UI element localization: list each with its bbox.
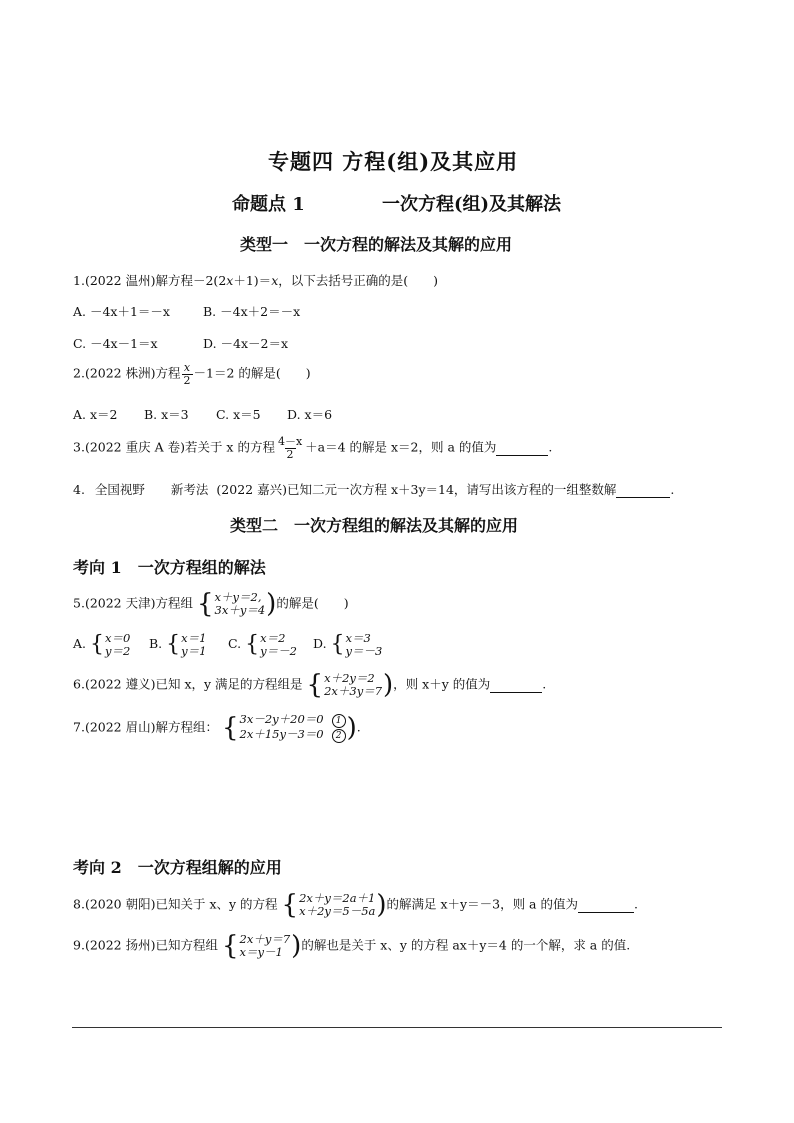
question-1: 1.(2022 温州)解方程－2(2x＋1)＝x，以下去括号正确的是( ) [73, 273, 439, 288]
q1-option-b: B. －4x＋2＝－x [203, 304, 301, 319]
q6-source: (2022 遵义) [84, 676, 156, 692]
q2-number: 2. [73, 365, 85, 381]
q7-source: (2022 眉山) [84, 719, 156, 735]
q7-marker-2: 2 [332, 729, 346, 743]
section-type-one: 类型一 一次方程的解法及其解的应用 [240, 235, 513, 254]
question-9 [73, 933, 630, 959]
q3-source: (2022 重庆 A 卷) [84, 439, 185, 455]
q5-option-d: D. { x＝3 y＝－3 [313, 631, 383, 658]
q5-pre: 方程组 [155, 595, 193, 611]
footer-divider [72, 1027, 722, 1028]
q8-post: 的解满足 x＋y＝－3，则 a 的值为 [386, 896, 578, 912]
q6-answer-blank[interactable] [490, 677, 542, 693]
q6-equation-system: { x＋2y＝2 2x＋3y＝7 ) [306, 670, 394, 700]
direction-2-heading: 考向 2 一次方程组解的应用 [73, 858, 282, 877]
question-8: 8.(2020 朝阳)已知关于 x、y 的方程 { 2x＋y＝2a＋1 x＋2y＝5－5a ) 的解满足 x＋y＝－3，则 a 的值为 . [73, 890, 638, 920]
q5-option-b: B. { x＝1 y＝1 [149, 631, 207, 658]
q5-option-a: A. { x＝0 y＝2 [73, 631, 131, 658]
q7-pre: 解方程组： [155, 719, 218, 735]
q5-post: 的解是( ) [276, 595, 349, 611]
question-4: 4. 全国视野 新考法 (2022 嘉兴)已知二元一次方程 x＋3y＝14，请写出该方程的一组整数解 . [73, 482, 675, 497]
q4-source: (2022 嘉兴) [216, 482, 287, 497]
question-7: 7.(2022 眉山)解方程组： { 3x－2y＋20＝0 1 2x＋15y－3＝0 2 ) . [73, 712, 361, 743]
q8-pre: 已知关于 x、y 的方程 [155, 896, 278, 912]
question-5 [73, 591, 349, 617]
q1-source: (2022 温州) [84, 273, 156, 288]
q2-option-d: D. x＝6 [287, 407, 333, 422]
q3-pre: 若关于 x 的方程 [184, 439, 275, 455]
q6-pre: 已知 x，y 满足的方程组是 [155, 676, 303, 692]
q4-text: 已知二元一次方程 x＋3y＝14，请写出该方程的一组整数解 [286, 482, 617, 497]
q4-tag-national: 全国视野 [94, 482, 145, 497]
question-2 [73, 362, 311, 386]
section-type-two: 类型二 一次方程组的解法及其解的应用 [230, 516, 519, 535]
q2-source: (2022 株洲) [84, 365, 156, 381]
q3-number: 3. [73, 439, 85, 455]
q1-number: 1. [73, 273, 85, 288]
q9-source: (2022 扬州) [84, 937, 156, 953]
q1-text-a: 解方程－2(2 [155, 273, 227, 288]
q5-source: (2022 天津) [84, 595, 156, 611]
q8-number: 8. [73, 896, 85, 912]
q1-option-a: A. －4x＋1＝－x [73, 304, 170, 319]
q1-option-c: C. －4x－1＝x [73, 336, 158, 351]
q1-text-b: ＋1)＝ [233, 273, 272, 288]
q3-answer-blank[interactable] [496, 440, 548, 456]
q2-post: －1＝2 的解是( ) [193, 365, 311, 381]
q9-post: 的解也是关于 x、y 的方程 ax＋y＝4 的一个解，求 a 的值. [301, 937, 631, 953]
q6-post: ，则 x＋y 的值为 [393, 676, 491, 692]
question-3: 3.(2022 重庆 A 卷)若关于 x 的方程 $\frac{4-x}{2}$ ＋a＝4 的解是 x＝2，则 a 的值为 . [73, 435, 553, 461]
question-6: 6.(2022 遵义)已知 x，y 满足的方程组是 { x＋2y＝2 2x＋3y＝7 ) ，则 x＋y 的值为 . [73, 670, 547, 700]
q2-option-b: B. x＝3 [144, 407, 189, 422]
q9-number: 9. [73, 937, 85, 953]
topic-title: 一次方程(组)及其解法 [382, 194, 562, 215]
q4-number: 4. [73, 482, 85, 497]
page-title: 专题四 方程(组)及其应用 [268, 149, 519, 174]
q8-source: (2020 朝阳) [84, 896, 156, 912]
q3-fraction: $\frac{4-x}{2}$ [277, 435, 303, 461]
q1-text-c: ，以下去括号正确的是( ) [278, 273, 439, 288]
q8-answer-blank[interactable] [578, 897, 634, 913]
topic-number: 命题点 1 [232, 194, 305, 215]
q3-post: ＋a＝4 的解是 x＝2，则 a 的值为 [305, 439, 497, 455]
q5-equation-system: { x＋y＝2, 3x＋y＝4 ) [196, 589, 277, 619]
q5-option-c: C. { x＝2 y＝－2 [228, 631, 297, 658]
q8-equation-system: { 2x＋y＝2a＋1 x＋2y＝5－5a ) [281, 890, 387, 920]
q2-fraction: $\frac{x}{2}$ [183, 361, 191, 387]
q7-equation-system: { 3x－2y＋20＝0 1 2x＋15y－3＝0 2 ) [221, 712, 357, 743]
q2-option-a: A. x＝2 [73, 407, 118, 422]
q2-pre: 方程 [155, 365, 181, 381]
q6-number: 6. [73, 676, 85, 692]
q9-pre: 已知方程组 [155, 937, 218, 953]
q7-marker-1: 1 [332, 714, 346, 728]
q1-option-d: D. －4x－2＝x [203, 336, 289, 351]
q5-number: 5. [73, 595, 85, 611]
q4-tag-new: 新考法 [170, 482, 209, 497]
q9-equation-system: { 2x＋y＝7 x＝y－1 ) [221, 931, 302, 961]
q2-option-c: C. x＝5 [216, 407, 261, 422]
q7-number: 7. [73, 719, 85, 735]
direction-1-heading: 考向 1 一次方程组的解法 [73, 558, 266, 577]
q4-answer-blank[interactable] [616, 482, 670, 498]
